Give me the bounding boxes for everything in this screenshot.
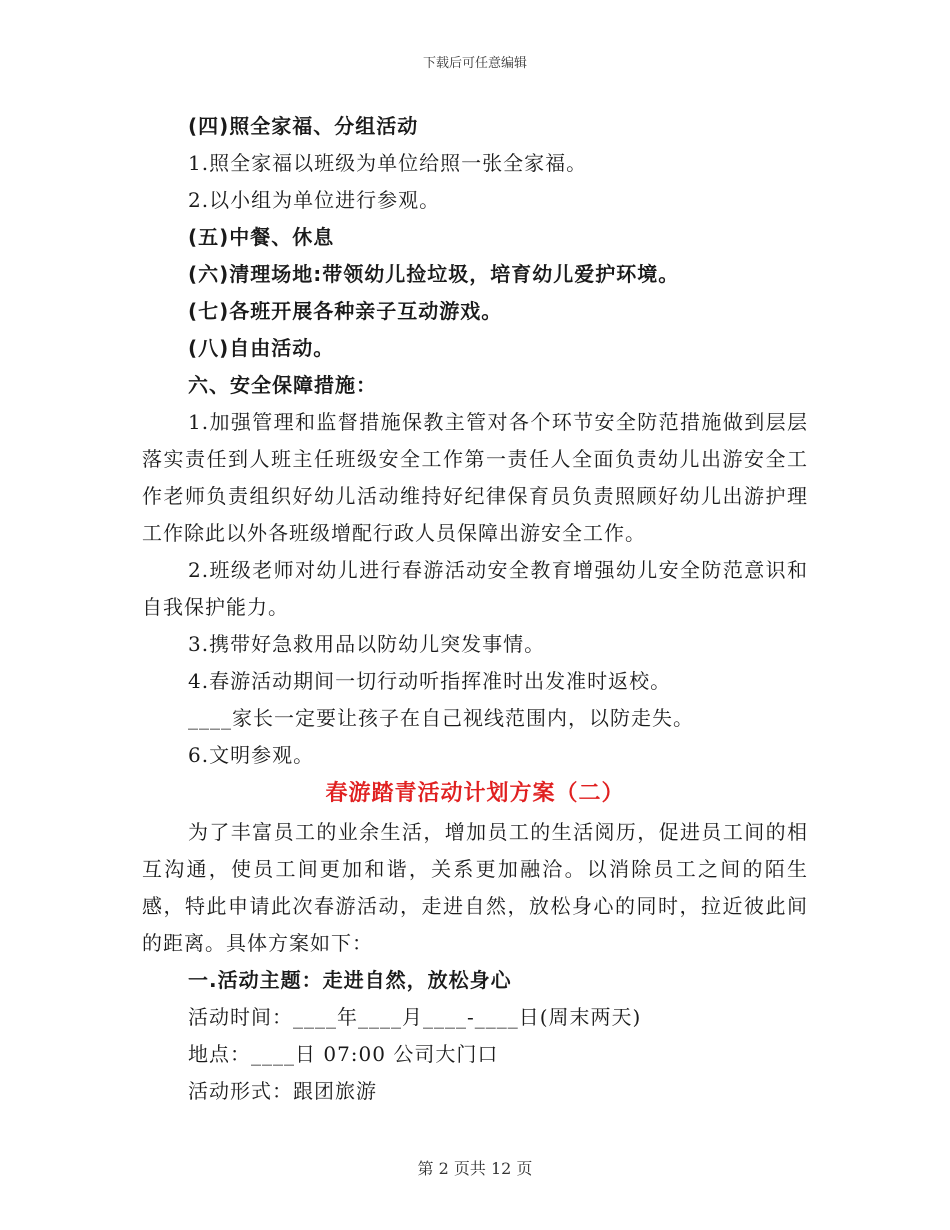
heading-safety: 六、安全保障措施：: [188, 373, 377, 397]
item-first-aid: 3.携带好急救用品以防幼儿突发事情。: [188, 632, 546, 656]
intro-paragraph: 为了丰富员工的业余生活，增加员工的生活阅历，促进员工间的相互沟通，使员工间更加和谐，关系更加融洽。以消除员工之间的陌生感，特此申请此次春游活动，走进自然，放松身心的同时，拉近彼此间的距离。具体方案如下：: [142, 820, 808, 955]
heading-free-activity: (八)自由活动。: [188, 336, 335, 360]
document-body: [142, 108, 808, 1110]
item-location: 地点：____日 07:00 公司大门口: [188, 1042, 499, 1066]
item-parents: ____家长一定要让孩子在自己视线范围内，以防走失。: [188, 706, 694, 730]
heading-lunch: (五)中餐、休息: [188, 225, 335, 249]
page-header: 下载后可任意编辑: [422, 56, 527, 71]
item-group-visit: 2.以小组为单位进行参观。: [188, 188, 441, 212]
section-title: 春游踏青活动计划方案（二）: [325, 781, 625, 806]
section-group-2: [142, 626, 808, 774]
section-group-3: [142, 962, 808, 1110]
item-civilized-visit: 6.文明参观。: [188, 743, 315, 767]
heading-theme: 一.活动主题：走进自然，放松身心: [188, 968, 512, 992]
heading-cleanup: (六)清理场地:带领幼儿捡垃圾，培育幼儿爱护环境。: [188, 262, 680, 286]
page-footer: 第 2 页共 12 页: [417, 1159, 533, 1178]
item-group-photo: 1.照全家福以班级为单位给照一张全家福。: [188, 151, 588, 175]
item-activity-form: 活动形式：跟团旅游: [188, 1079, 377, 1103]
safety-paragraph-1: 1.加强管理和监督措施保教主管对各个环节安全防范措施做到层层落实责任到人班主任班级安全工作第一责任人全面负责幼儿出游安全工作老师负责组织好幼儿活动维持好纪律保育员负责照顾好幼儿出游护理工作除此以外各班级增配行政人员保障出游安全工作。: [142, 410, 808, 545]
item-follow-commands: 4.春游活动期间一切行动听指挥准时出发准时返校。: [188, 669, 672, 693]
heading-games: (七)各班开展各种亲子互动游戏。: [188, 299, 503, 323]
safety-paragraph-2: 2.班级老师对幼儿进行春游活动安全教育增强幼儿安全防范意识和自我保护能力。: [142, 558, 808, 619]
heading-group-photo: (四)照全家福、分组活动: [188, 114, 419, 138]
item-activity-time: 活动时间：____年____月____-____日(周末两天): [188, 1005, 642, 1029]
section-group-1: [142, 108, 808, 404]
